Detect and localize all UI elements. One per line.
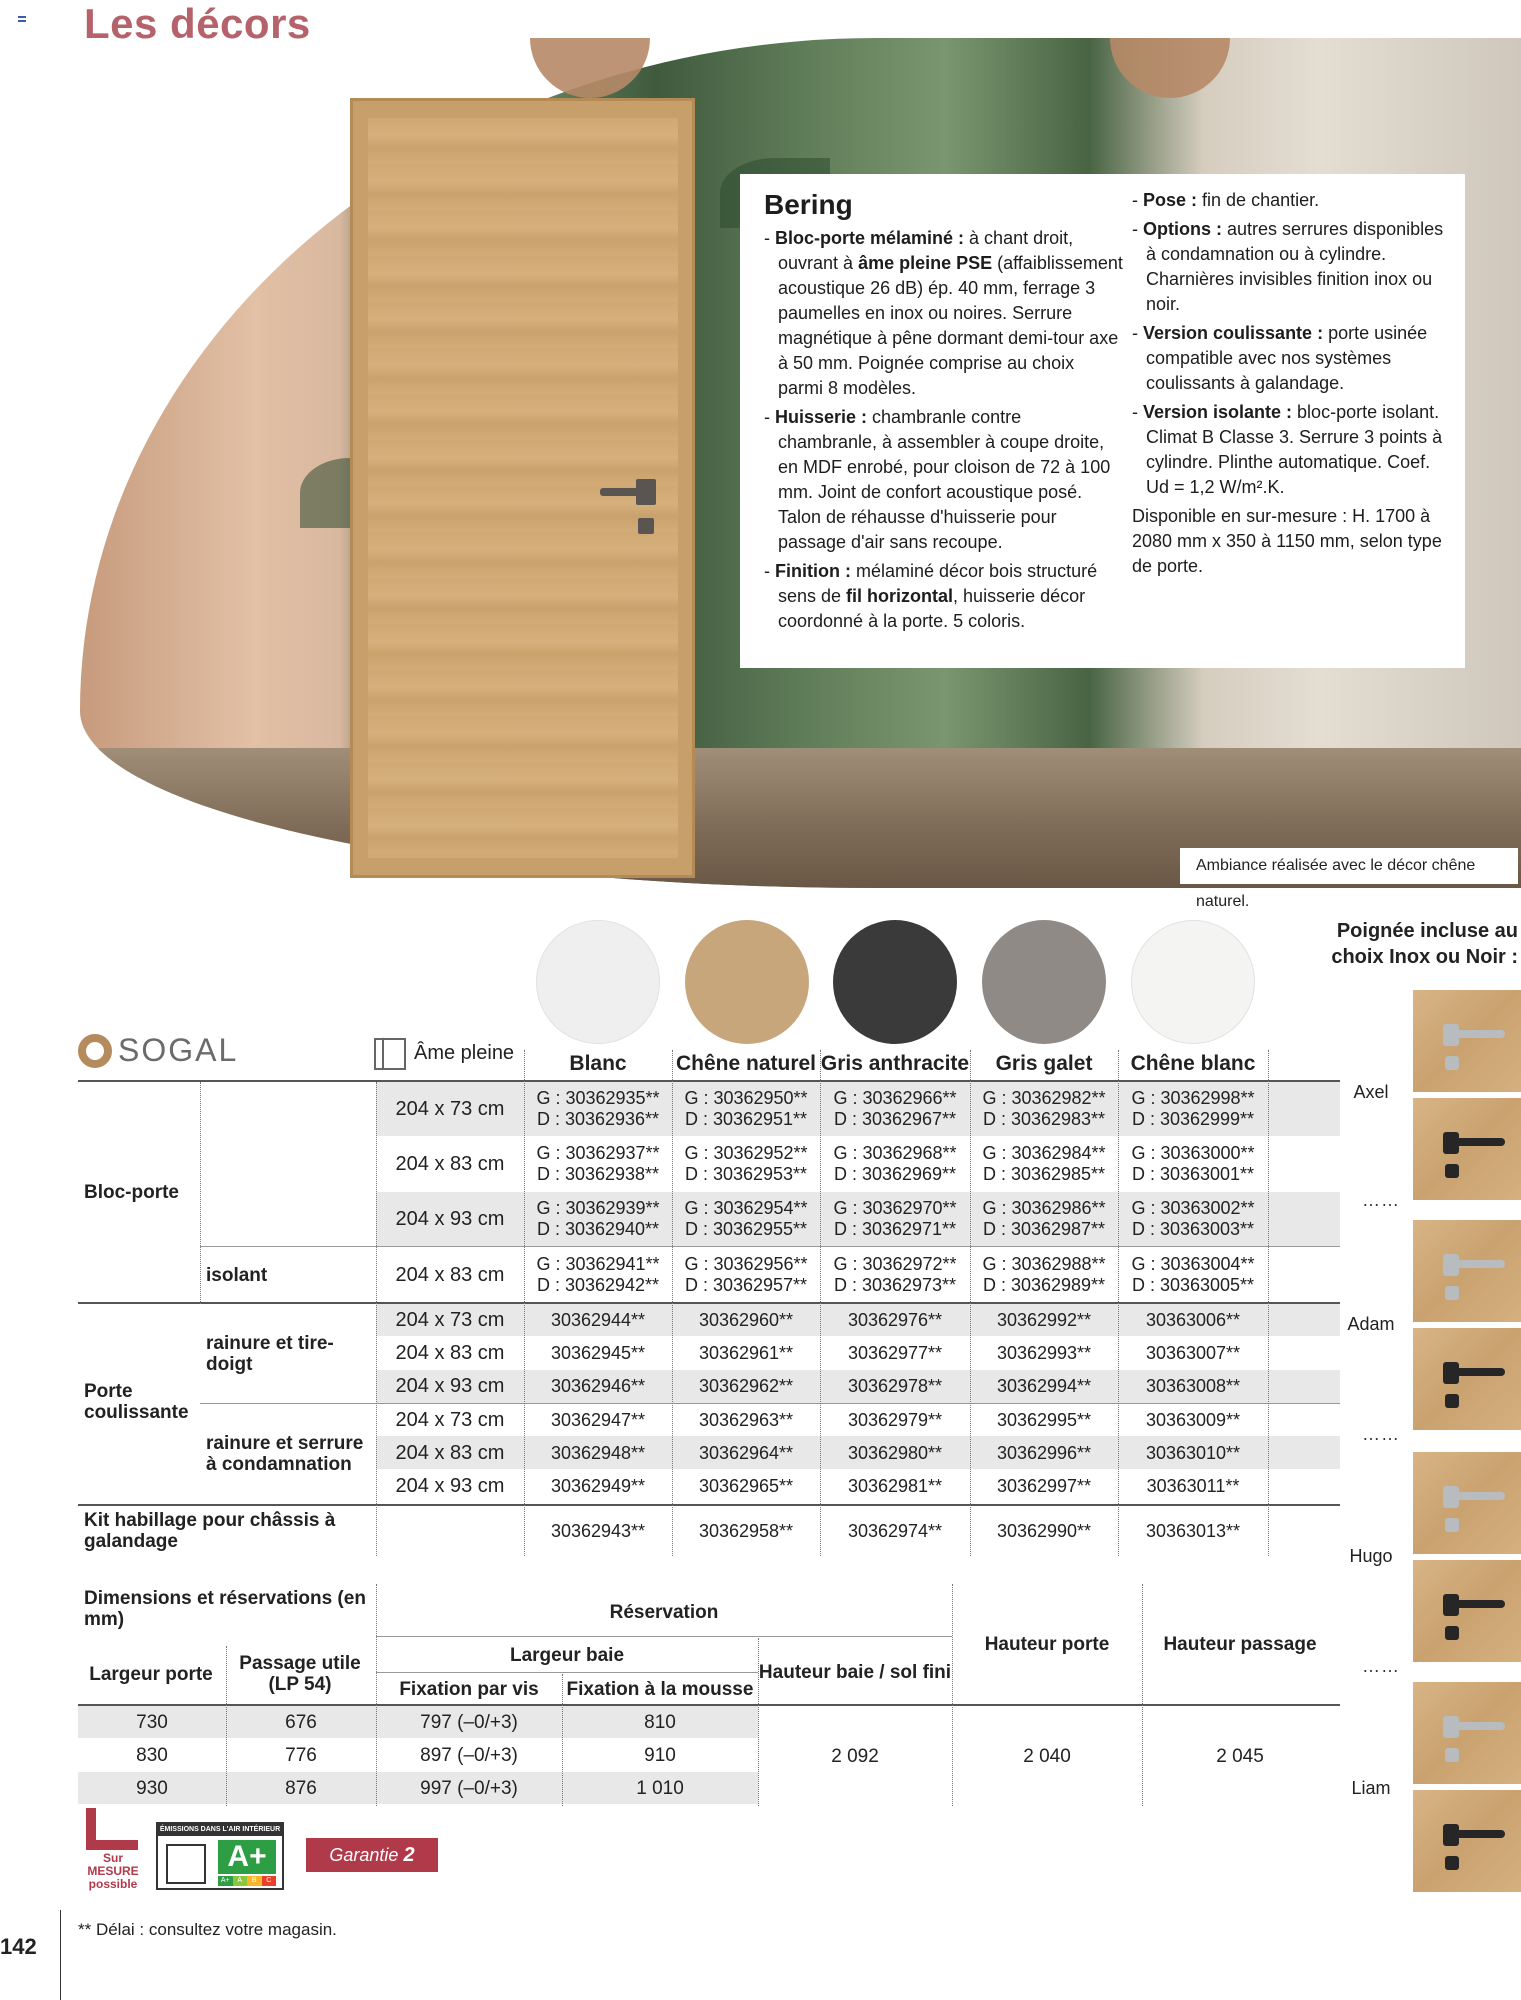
spec-version-coulissante: - Version coulissante : porte usinée compatible avec nos systèmes coulissants à galandage. — [1132, 323, 1428, 393]
group-porte-coulissante: Porte coulissante — [84, 1381, 189, 1423]
handle-name-hugo: Hugo — [1349, 1546, 1393, 1566]
dim-divider — [1142, 1584, 1143, 1806]
reference-cell: 30362947** — [550, 1410, 646, 1430]
col-header-gris-galet: Gris galet — [995, 1052, 1093, 1075]
reference-cell: 30362949** — [550, 1476, 646, 1496]
reservation-header: Réservation — [609, 1601, 719, 1623]
reference-cell: 30362978** — [847, 1376, 943, 1396]
logo-o-mark — [78, 1034, 112, 1068]
group-kit-habillage: Kit habillage pour châssis à galandage — [84, 1510, 336, 1552]
reference-cell: G : 30362952** D : 30362953** — [684, 1143, 808, 1184]
size-cell: 204 x 93 cm — [395, 1375, 505, 1397]
reference-cell: G : 30363000** D : 30363001** — [1131, 1143, 1255, 1184]
size-cell: 204 x 83 cm — [395, 1342, 505, 1364]
reference-cell: G : 30362939** D : 30362940** — [536, 1198, 660, 1239]
dimension-cell: 810 — [644, 1711, 676, 1733]
reference-cell: 30362965** — [698, 1476, 794, 1496]
reference-cell: G : 30362972** D : 30362973** — [833, 1254, 957, 1295]
reference-cell: 30362960** — [698, 1310, 794, 1330]
reference-cell: 30362946** — [550, 1376, 646, 1396]
reference-cell: G : 30362988** D : 30362989** — [982, 1254, 1106, 1295]
product-name: Bering — [764, 189, 853, 220]
availability-text: Disponible en sur-mesure : H. 1700 à 2080 mm x 350 à 1150 mm, selon type de porte. — [1132, 506, 1442, 576]
dim-divider — [952, 1584, 953, 1806]
handle-separator: …… — [1362, 1424, 1400, 1444]
dimension-cell: 997 (–0/+3) — [420, 1777, 518, 1799]
header-fixation-mousse: Fixation à la mousse — [566, 1678, 754, 1700]
reference-cell: 30362976** — [847, 1310, 943, 1330]
col-header-chene-naturel: Chêne naturel — [675, 1052, 817, 1075]
reference-cell: G : 30362941** D : 30362942** — [536, 1254, 660, 1295]
dimensions-title: Dimensions et réservations (en mm) — [84, 1588, 366, 1630]
spec-bloc-porte: - Bloc-porte mélaminé : à chant droit, ouvrant à âme pleine PSE (affaiblissement acoustique 26 dB) ép. 40 mm, ferrage 3 paumelles en inox ou noires. Serrure magnétique à pêne dormant demi-tour axe à 50 mm. Poignée comprise au choix parmi 8 modèles. — [764, 228, 1123, 398]
size-cell: 204 x 73 cm — [395, 1309, 505, 1331]
page-number: 142 — [0, 1934, 37, 1959]
reference-cell: 30363009** — [1145, 1410, 1241, 1430]
ame-pleine-icon — [374, 1038, 406, 1070]
col-header-gris-anthracite: Gris anthracite — [820, 1052, 970, 1075]
reference-cell: 30362990** — [996, 1520, 1092, 1541]
sur-mesure-label: Sur MESURE possible — [87, 1851, 139, 1891]
header-largeur-porte: Largeur porte — [89, 1663, 213, 1685]
scale-a: A — [233, 1876, 248, 1886]
dimension-cell: 1 010 — [636, 1777, 684, 1799]
info-column-2 — [1132, 188, 1452, 579]
reference-cell: 30362964** — [698, 1443, 794, 1463]
swatch-blanc — [536, 920, 660, 1044]
logo-text: SOGAL — [118, 1032, 239, 1068]
scale-a-plus: A+ — [218, 1876, 233, 1886]
reference-cell: 30363011** — [1146, 1476, 1240, 1496]
sur-mesure-icon — [86, 1808, 138, 1850]
reference-cell: 30362944** — [550, 1310, 646, 1330]
size-cell — [376, 1506, 524, 1556]
value-hauteur-passage: 2 045 — [1216, 1745, 1264, 1767]
emission-header: ÉMISSIONS DANS L'AIR INTÉRIEUR — [158, 1824, 282, 1836]
reference-cell: G : 30362935** D : 30362936** — [536, 1088, 660, 1129]
dimension-cell: 676 — [285, 1711, 317, 1733]
size-cell: 204 x 93 cm — [395, 1475, 505, 1497]
dimension-cell: 910 — [644, 1744, 676, 1766]
handle-liam-noir — [1413, 1790, 1521, 1892]
spec-finition: - Finition : mélaminé décor bois structuré sens de fil horizontal, huisserie décor coordonné à la porte. 5 coloris. — [764, 561, 1098, 631]
dimension-cell: 730 — [136, 1711, 168, 1733]
group-isolant: isolant — [206, 1264, 268, 1286]
photo-caption: Ambiance réalisée avec le décor chêne naturel. — [1180, 848, 1518, 884]
dimension-cell: 797 (–0/+3) — [420, 1711, 518, 1733]
reference-cell: 30362963** — [698, 1410, 794, 1430]
reference-cell: G : 30362984** D : 30362985** — [982, 1143, 1106, 1184]
reference-cell: G : 30362998** D : 30362999** — [1131, 1088, 1255, 1129]
garantie-badge: Garantie 2 ANS — [306, 1838, 438, 1872]
reference-cell: 30362945** — [550, 1343, 646, 1363]
reference-cell: 30363007** — [1145, 1343, 1241, 1363]
reference-cell: 30362996** — [996, 1443, 1092, 1463]
reference-cell: 30362980** — [847, 1443, 943, 1463]
size-cell: 204 x 73 cm — [395, 1409, 505, 1431]
page-title: Les décors — [84, 0, 311, 47]
handle-liam-inox — [1413, 1682, 1521, 1784]
handle-separator: …… — [1362, 1656, 1400, 1676]
header-hauteur-porte: Hauteur porte — [984, 1633, 1110, 1655]
handle-axel-noir — [1413, 1098, 1521, 1200]
handles-title: Poignée incluse au choix Inox ou Noir : — [1331, 920, 1518, 968]
group-rainure-serrure: rainure et serrure à condamnation — [206, 1433, 364, 1475]
swatch-chene-naturel — [685, 920, 809, 1044]
page-rule — [60, 1910, 61, 2000]
emission-scale — [218, 1876, 276, 1886]
reference-cell: G : 30362970** D : 30362971** — [833, 1198, 957, 1239]
spec-version-isolante: - Version isolante : bloc-porte isolant. Climat B Classe 3. Serrure 3 points à cylindre. Plinthe automatique. Coef. Ud = 1,2 W/m².K. — [1132, 402, 1443, 497]
swatch-gris-anthracite — [833, 920, 957, 1044]
reference-cell: 30362961** — [698, 1343, 794, 1363]
reference-cell: 30362992** — [996, 1310, 1092, 1330]
reference-cell: 30363008** — [1145, 1376, 1241, 1396]
dimension-cell: 776 — [285, 1744, 317, 1766]
value-hauteur-porte: 2 040 — [1023, 1745, 1071, 1767]
swatch-gris-galet — [982, 920, 1106, 1044]
handle-name-adam: Adam — [1347, 1314, 1395, 1334]
dimension-cell: 930 — [136, 1777, 168, 1799]
reference-cell: G : 30362982** D : 30362983** — [982, 1088, 1106, 1129]
reference-cell: G : 30362986** D : 30362987** — [982, 1198, 1106, 1239]
value-hauteur-baie: 2 092 — [831, 1745, 879, 1767]
size-cell: 204 x 83 cm — [395, 1442, 505, 1464]
reference-cell: 30362958** — [698, 1520, 794, 1541]
col-header-chene-blanc: Chêne blanc — [1130, 1052, 1256, 1075]
door-lock — [638, 518, 654, 534]
table-divider — [1268, 1050, 1269, 1556]
emission-class: A+ — [218, 1840, 276, 1874]
reference-cell: G : 30363002** D : 30363003** — [1131, 1198, 1255, 1239]
scale-c: C — [262, 1876, 277, 1886]
dim-rule — [376, 1672, 758, 1673]
reference-cell: 30362977** — [847, 1343, 943, 1363]
handle-adam-inox — [1413, 1220, 1521, 1322]
header-hauteur-baie: Hauteur baie / sol fini — [758, 1661, 952, 1683]
info-column-1 — [764, 188, 1124, 638]
emission-label — [156, 1822, 284, 1890]
reference-cell: G : 30362956** D : 30362957** — [684, 1254, 808, 1295]
handle-adam-noir — [1413, 1328, 1521, 1430]
dimension-cell: 830 — [136, 1744, 168, 1766]
reference-cell: G : 30362966** D : 30362967** — [833, 1088, 957, 1129]
dim-divider — [758, 1638, 759, 1806]
reference-cell: 30363010** — [1145, 1443, 1241, 1463]
scale-b: B — [247, 1876, 262, 1886]
reference-cell: 30362993** — [996, 1343, 1092, 1363]
handle-axel-inox — [1413, 990, 1521, 1092]
spec-huisserie: - Huisserie : chambranle contre chambranle, à assembler à coupe droite, en MDF enrobé, pour cloison de 72 à 100 mm. Joint de confort acoustique posé. Talon de réhausse d'huisserie pour passage d'air sans recoupe. — [764, 407, 1111, 552]
reference-cell: 30363006** — [1145, 1310, 1241, 1330]
size-cell: 204 x 83 cm — [395, 1152, 505, 1175]
reference-cell: G : 30362968** D : 30362969** — [833, 1143, 957, 1184]
handle-separator: …… — [1362, 1190, 1400, 1210]
reference-cell: 30362979** — [847, 1410, 943, 1430]
door-rose — [636, 479, 656, 505]
swatch-chene-blanc — [1131, 920, 1255, 1044]
group-rainure-tire-doigt: rainure et tire-doigt — [206, 1333, 334, 1375]
reference-cell: 30362943** — [550, 1520, 646, 1541]
table-rule — [200, 1246, 1340, 1247]
reference-cell: G : 30362937** D : 30362938** — [536, 1143, 660, 1184]
largeur-baie-header: Largeur baie — [509, 1644, 625, 1666]
footnote: ** Délai : consultez votre magasin. — [78, 1920, 337, 1939]
size-cell: 204 x 83 cm — [395, 1263, 505, 1286]
header-fixation-vis: Fixation par vis — [399, 1678, 539, 1700]
size-cell: 204 x 93 cm — [395, 1207, 505, 1230]
header-passage-utile: Passage utile (LP 54) — [239, 1653, 361, 1695]
reference-cell: 30362995** — [996, 1410, 1092, 1430]
dimension-cell: 897 (–0/+3) — [420, 1744, 518, 1766]
reference-cell: 30362997** — [996, 1476, 1092, 1496]
reference-cell: 30362962** — [698, 1376, 794, 1396]
handle-hugo-inox — [1413, 1452, 1521, 1554]
product-info-box — [740, 174, 1465, 668]
handle-name-liam: Liam — [1351, 1778, 1391, 1798]
group-bloc-porte: Bloc-porte — [84, 1181, 179, 1203]
reference-cell: 30362994** — [996, 1376, 1092, 1396]
ame-pleine-label: Âme pleine — [414, 1042, 515, 1064]
handle-hugo-noir — [1413, 1560, 1521, 1662]
reference-cell: 30362948** — [550, 1443, 646, 1463]
reference-cell: 30362974** — [847, 1520, 943, 1541]
reference-cell: G : 30362954** D : 30362955** — [684, 1198, 808, 1239]
col-header-blanc: Blanc — [569, 1052, 627, 1075]
spec-options: - Options : autres serrures disponibles à condamnation ou à cylindre. Charnières invisibles finition inox ou noir. — [1132, 219, 1444, 314]
reference-cell: 30363013** — [1145, 1520, 1241, 1541]
dim-rule — [376, 1636, 952, 1637]
header-hauteur-passage: Hauteur passage — [1163, 1633, 1317, 1655]
handle-name-axel: Axel — [1353, 1082, 1389, 1102]
size-cell: 204 x 73 cm — [395, 1097, 505, 1120]
reference-cell: G : 30362950** D : 30362951** — [684, 1088, 808, 1129]
reference-cell: G : 30363004** D : 30363005** — [1131, 1254, 1255, 1295]
dimension-cell: 876 — [285, 1777, 317, 1799]
spec-pose: - Pose : fin de chantier. — [1132, 190, 1320, 210]
top-mark — [18, 16, 26, 22]
reference-cell: 30362981** — [847, 1476, 943, 1496]
house-icon — [166, 1844, 206, 1884]
